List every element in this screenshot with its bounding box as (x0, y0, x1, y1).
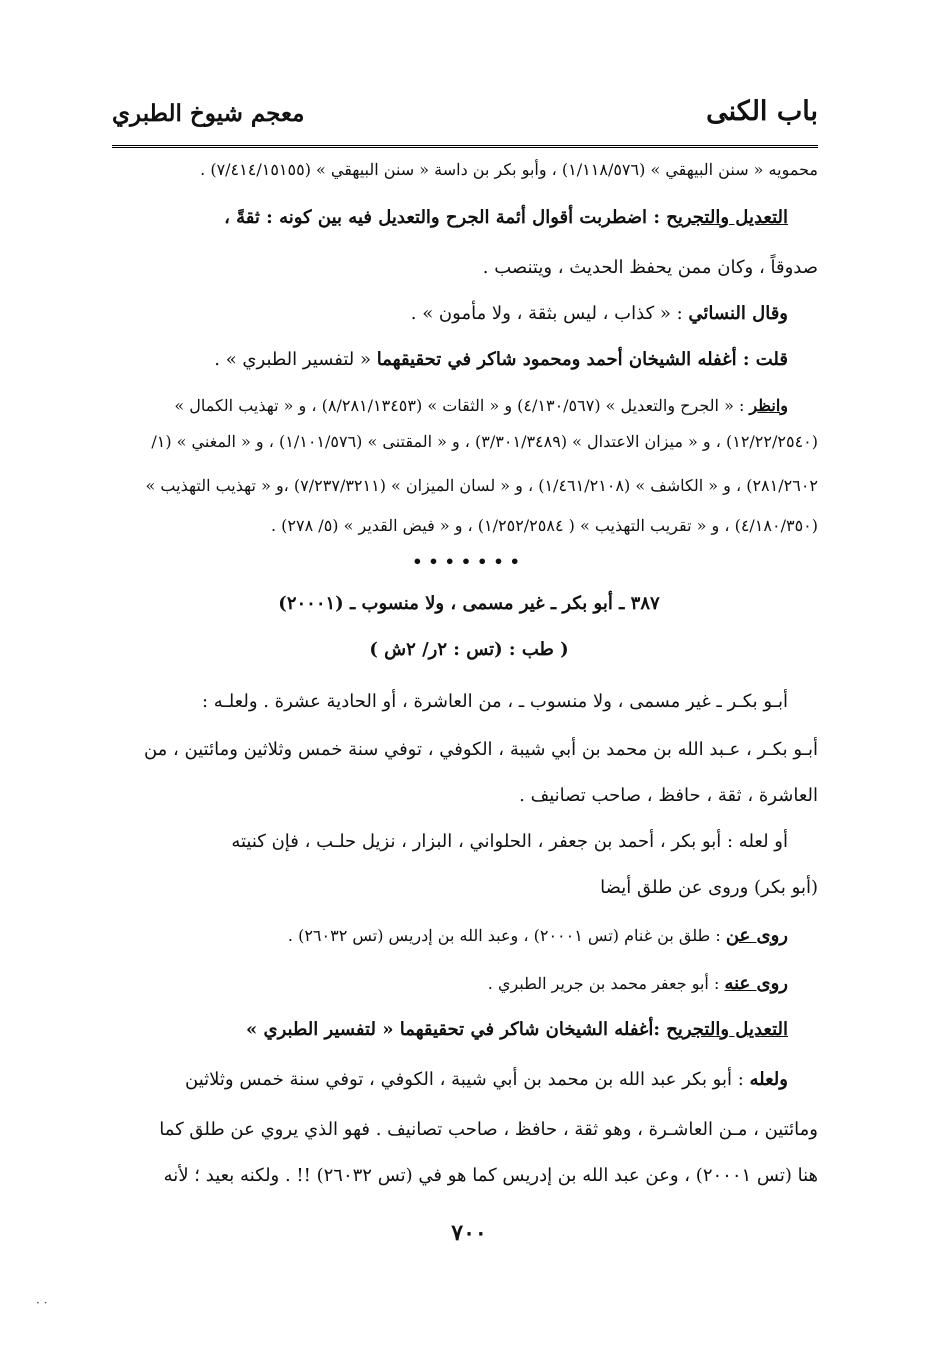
section-label: روى عنه (724, 973, 788, 994)
line-bold: قلت : أغفله الشيخان أحمد ومحمود شاكر في تحقيقهما (376, 349, 788, 370)
text-line: (أبو بكر) وروى عن طلق أيضا (600, 877, 818, 898)
corner-mark: · · (36, 1296, 48, 1310)
book-title: معجم شيوخ الطبري (112, 100, 305, 127)
line-text: : أبو بكر عبد الله بن محمد بن أبي شيبة ، الكوفي ، توفي سنة خمس وثلاثين (185, 1069, 750, 1090)
text-line: أو لعله : أبو بكر ، أحمد بن جعفر ، الحلواني ، البزار ، نزيل حلـب ، فإن كنيته (231, 831, 788, 852)
entry-title: ٣٨٧ ـ أبو بكر ـ غير مسمى ، ولا منسوب ـ (٢٠٠٠١) (278, 593, 660, 614)
text-line: محمويه « سنن البيهقي » (١/١١٨/٥٧٦) ، وأبو بكر بن داسة « سنن البيهقي » (٧/٤١٤/١٥١٥٥) . (200, 160, 818, 179)
text-line: العاشرة ، ثقة ، حافظ ، صاحب تصانيف . (519, 785, 818, 806)
line-text: : طلق بن غنام (تس ٢٠٠٠١) ، وعبد الله بن إدريس (تس ٢٦٠٣٢) . (287, 926, 726, 945)
text-line (110, 204, 788, 232)
text-line (110, 300, 788, 328)
separator-dots: ••••••• (412, 552, 526, 571)
line-text: :أغفله الشيخان شاكر في تحقيقهما « لتفسير الطبري » (246, 1019, 667, 1040)
line-text: : اضطربت أقوال أئمة الجرح والتعديل فيه بين كونه : ثقةً ، (224, 207, 667, 228)
text-line: أبـو بكـر ، عـبد الله بن محمد بن أبي شيبة ، الكوفي ، توفي سنة خمس وثلاثين ومائتين ، من (143, 739, 818, 760)
line-text: « لتفسير الطبري » . (214, 349, 377, 370)
text-line: هنا (تس ٢٠٠٠١) ، وعن عبد الله بن إدريس كما هو في (تس ٢٦٠٣٢) !! . ولكنه بعيد ؛ لأنه (163, 1165, 818, 1186)
text-line (110, 970, 788, 998)
text-line: (٤/١٨٠/٣٥٠) ، و « تقريب التهذيب » ( ١/٢٥٢/٢٥٨٤) ، و « فيض القدير » (٥/ ٢٧٨) . (271, 516, 818, 535)
text-line: (١٢/٢٢/٢٥٤٠) ، و « ميزان الاعتدال » (٣/٣٠١/٣٤٨٩) ، و « المقتنى » (١/١٠١/٥٧٦) ، و « المغني » (١/ (151, 432, 818, 451)
entry-subtitle: ( طب : (تس : ٢ر/ ٢ش ) (369, 639, 569, 660)
text-line (110, 1066, 788, 1094)
line-bold: وقال النسائي (688, 303, 788, 324)
section-label: وانظر (749, 396, 788, 415)
line-text: : « الجرح والتعديل » (٤/١٣٠/٥٦٧) و « الثقات » (٨/٢٨١/١٣٤٥٣) ، و « تهذيب الكمال » (174, 396, 750, 415)
text-line: ٢٨١/٢٦٠٢) ، و « الكاشف » (١/٤٦١/٢١٠٨) ، و « لسان الميزان » (٧/٢٣٧/٣٢١١) ،و « تهذيب التهذيب » (145, 476, 818, 495)
text-line (110, 392, 788, 420)
page-number: ٧٠٠ (451, 1220, 487, 1246)
line-text: : « كذاب ، ليس بثقة ، ولا مأمون » . (410, 303, 689, 324)
running-header (112, 96, 818, 136)
text-line: ومائتين ، مـن العاشـرة ، وهو ثقة ، حافظ ، صاحب تصانيف . فهو الذي يروي عن طلق كما (159, 1119, 818, 1140)
text-line: أبـو بكـر ـ غير مسمى ، ولا منسوب ـ ، من العاشرة ، أو الحادية عشرة . ولعلـه : (201, 691, 788, 712)
section-label: التعديل والتجريح (666, 1019, 788, 1040)
text-line (110, 1016, 788, 1044)
text-line (110, 922, 788, 950)
section-label: التعديل والتجريح (666, 207, 788, 228)
chapter-title: باب الكنى (706, 96, 818, 127)
line-text: : أبو جعفر محمد بن جرير الطبري . (487, 974, 725, 993)
text-line (110, 346, 788, 374)
text-line: صدوقاً ، وكان ممن يحفظ الحديث ، ويتنصب . (482, 257, 818, 278)
section-label: روى عن (725, 925, 788, 946)
line-bold: ولعله (749, 1069, 788, 1090)
header-rule (112, 145, 818, 148)
